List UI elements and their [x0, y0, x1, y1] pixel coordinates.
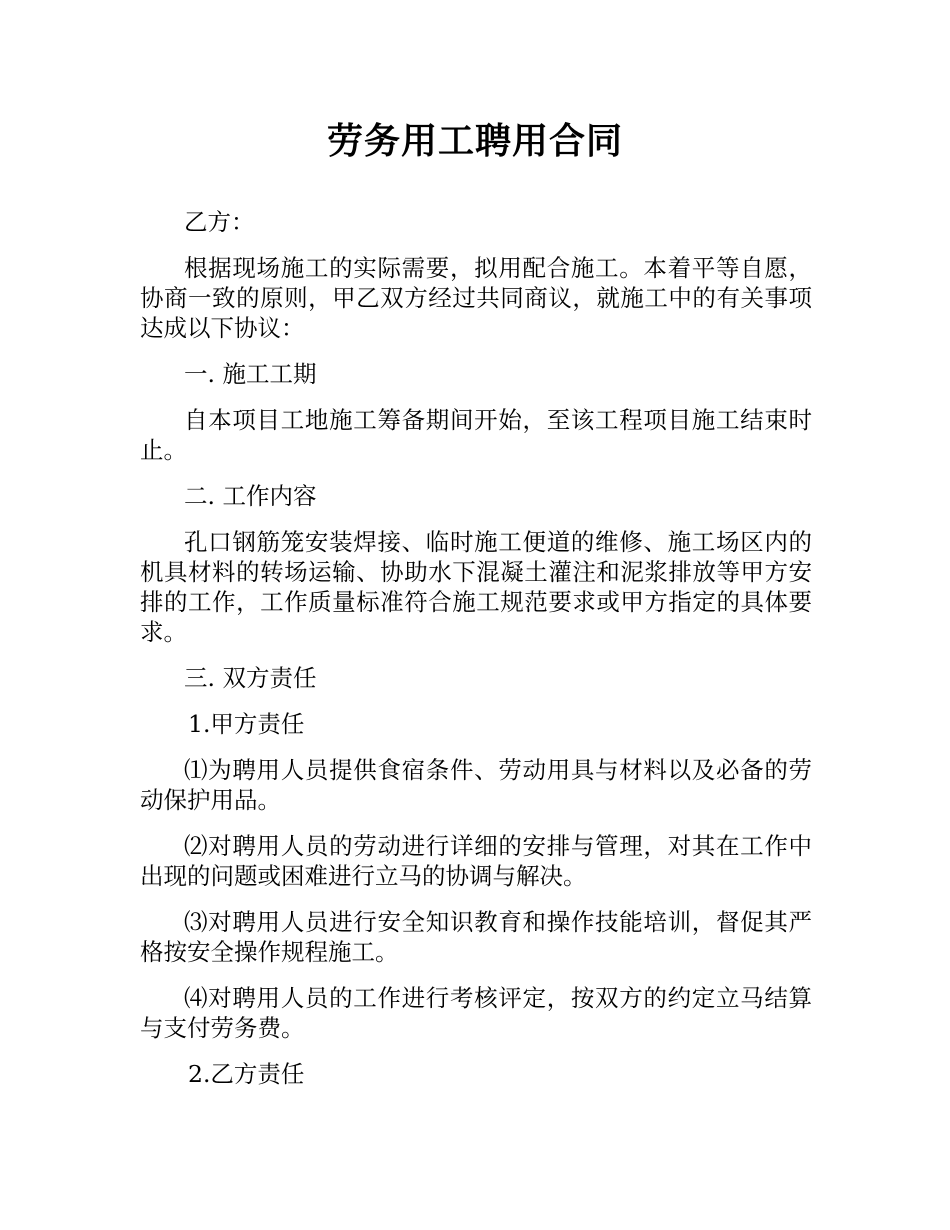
preamble-paragraph: 根据现场施工的实际需要，拟用配合施工。本着平等自愿，协商一致的原则，甲乙双方经过共同商议，就施工中的有关事项达成以下协议： — [140, 254, 812, 342]
document-body — [140, 207, 812, 1105]
subsection-heading-party-b: 2.乙方责任 — [188, 1060, 305, 1088]
section-1-paragraph: 自本项目工地施工筹备期间开始，至该工程项目施工结束时止。 — [140, 406, 812, 464]
section-heading-3: 三. 双方责任 — [184, 664, 317, 692]
page-title: 劳务用工聘用合同 — [326, 121, 623, 162]
section-heading-2: 二. 工作内容 — [184, 482, 317, 510]
section-heading-1: 一. 施工工期 — [184, 360, 317, 388]
party-a-item-1: ⑴为聘用人员提供食宿条件、劳动用具与材料以及必备的劳动保护用品。 — [140, 756, 812, 814]
party-a-item-2: ⑵对聘用人员的劳动进行详细的安排与管理，对其在工作中出现的问题或困难进行立马的协调与解决。 — [140, 832, 812, 890]
subsection-heading-party-a: 1.甲方责任 — [188, 710, 305, 738]
party-a-item-4: ⑷对聘用人员的工作进行考核评定，按双方的约定立马结算与支付劳务费。 — [140, 984, 812, 1042]
party-a-item-3: ⑶对聘用人员进行安全知识教育和操作技能培训，督促其严格按安全操作规程施工。 — [140, 908, 812, 966]
section-2-paragraph: 孔口钢筋笼安装焊接、临时施工便道的维修、施工场区内的机具材料的转场运输、协助水下混凝土灌注和泥浆排放等甲方安排的工作，工作质量标准符合施工规范要求或甲方指定的具体要求。 — [140, 528, 812, 646]
party-b-line: 乙方： — [184, 208, 255, 236]
